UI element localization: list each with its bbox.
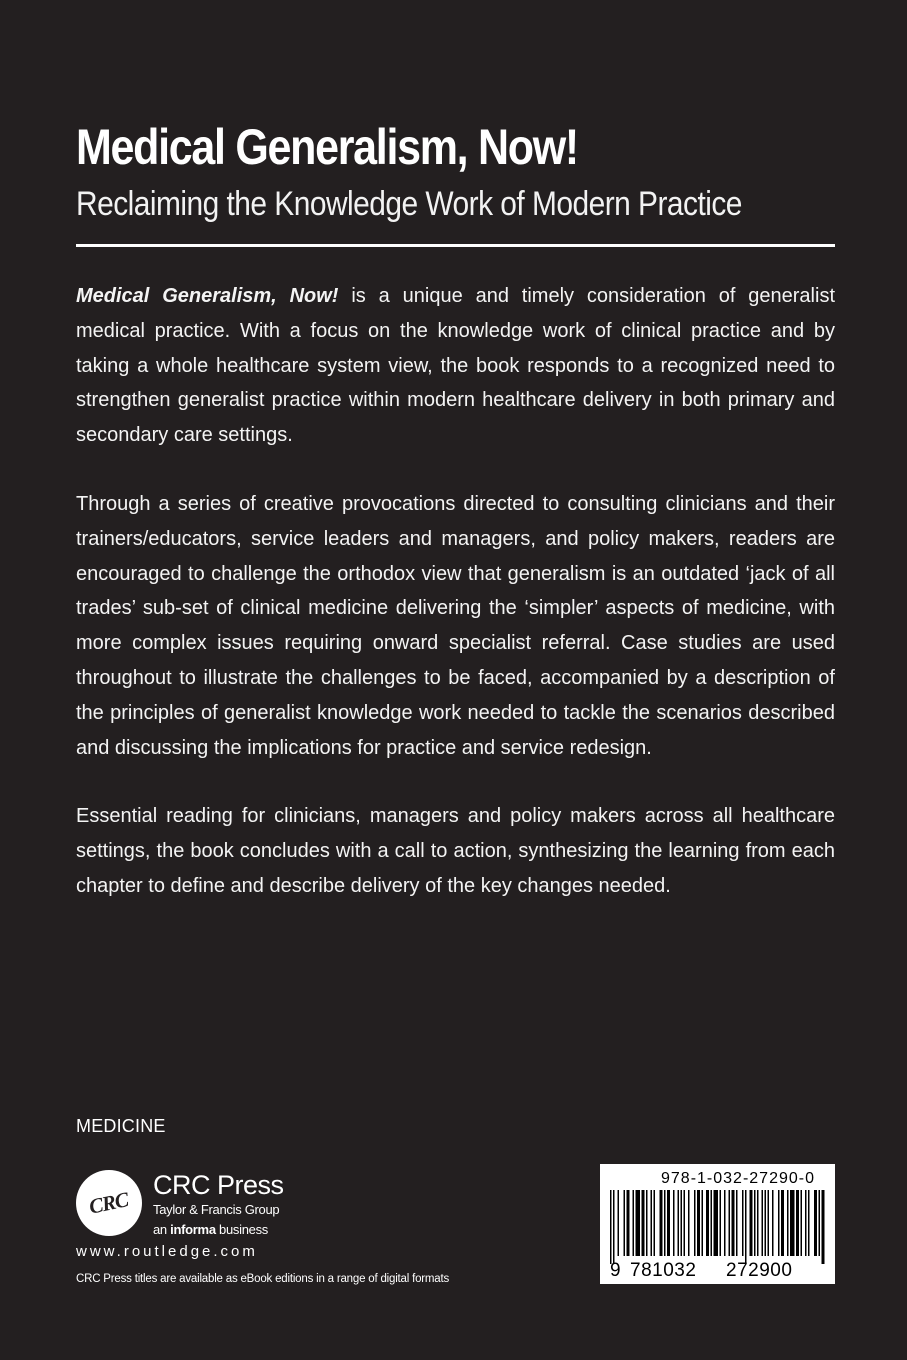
barcode-bar: [822, 1190, 825, 1264]
barcode-bar: [678, 1190, 680, 1256]
publisher-website: www.routledge.com: [76, 1243, 258, 1260]
barcode-bar: [633, 1190, 635, 1256]
title-divider: [76, 244, 835, 247]
barcode-bar: [697, 1190, 700, 1256]
description-paragraph-1-text: is a unique and timely consideration of generalist medical practice. With a focus on the knowledge work of clinical practice and by taking a whole healthcare system view, the book responds to a recognized need to strengthen generalist practice within modern healthcare delivery in both primary and secondary care settings.: [76, 285, 835, 447]
barcode-bar: [796, 1190, 799, 1256]
barcode-bar: [694, 1190, 696, 1256]
barcode-bar: [805, 1190, 807, 1256]
ebook-note: CRC Press titles are available as eBook editions in a range of digital formats: [76, 1273, 450, 1285]
barcode-bar: [624, 1190, 626, 1256]
barcode-bars: [608, 1190, 827, 1264]
barcode-bar: [610, 1190, 612, 1264]
barcode-bar: [627, 1190, 630, 1256]
isbn-number: 978-1-032-27290-0: [661, 1170, 815, 1187]
barcode-bar: [688, 1190, 690, 1256]
barcode-bar: [808, 1190, 810, 1256]
barcode-bar: [787, 1190, 789, 1256]
barcode-bar: [684, 1190, 686, 1256]
barcode-bar: [613, 1190, 615, 1264]
barcode-bar: [618, 1190, 620, 1256]
description-paragraph-1: [76, 279, 835, 453]
barcode-bar: [745, 1190, 747, 1264]
barcode-bar: [681, 1190, 683, 1256]
book-description: [76, 279, 835, 938]
barcode-bar: [778, 1190, 780, 1256]
barcode-bar: [664, 1190, 666, 1256]
book-title: Medical Generalism, Now!: [76, 119, 578, 175]
barcode-bar: [660, 1190, 663, 1256]
barcode-bar: [819, 1190, 821, 1256]
barcode-bar: [801, 1190, 803, 1256]
logo-lettering: CRC: [87, 1186, 131, 1219]
barcode-bar: [736, 1190, 738, 1256]
subject-category: MEDICINE: [76, 1116, 166, 1136]
barcode-digits: [600, 1260, 835, 1282]
barcode-bar: [772, 1190, 774, 1256]
description-paragraph-2: Through a series of creative provocations directed to consulting clinicians and their trainers/educators, service leaders and managers, and policy makers, readers are encouraged to challenge the orthodox view that generalism is an outdated ‘jack of all trades’ sub-set of clinical medicine delivering the ‘simpler’ aspects of medicine, with more complex issues requiring onward specialist referral. Case studies are used throughout to illustrate the challenges to be faced, accompanied by a description of the principles of generalist knowledge work needed to tackle the scenarios described and discussing the implications for practice and service redesign.: [76, 492, 835, 759]
description-paragraph-3: Essential reading for clinicians, managers and policy makers across all healthcare settings, the book concludes with a call to action, synthesizing the learning from each chapter to define and describe delivery of the key changes needed.: [76, 805, 835, 897]
barcode-bar: [732, 1190, 735, 1256]
publisher-group: Taylor & Francis Group: [153, 1202, 280, 1217]
barcode-bar: [642, 1190, 645, 1256]
barcode-first-digit: 9: [610, 1260, 622, 1281]
barcode-bar: [651, 1190, 653, 1256]
publisher-name: CRC Press: [153, 1170, 284, 1200]
barcode-bar: [702, 1190, 704, 1256]
informa-line: [153, 1222, 268, 1237]
barcode-bar: [750, 1190, 753, 1256]
barcode-bar: [706, 1190, 709, 1256]
barcode-bar: [768, 1190, 770, 1256]
barcode-group-2: 272900: [726, 1260, 793, 1281]
book-subtitle: Reclaiming the Knowledge Work of Modern Practice: [76, 185, 742, 223]
description-lead: Medical Generalism, Now!: [76, 285, 339, 307]
isbn-barcode: [600, 1164, 835, 1284]
barcode-bar: [754, 1190, 756, 1256]
barcode-bar: [814, 1190, 817, 1256]
barcode-bar: [673, 1190, 675, 1256]
barcode-bar: [646, 1190, 648, 1256]
barcode-bar: [711, 1190, 713, 1256]
barcode-bar: [720, 1190, 722, 1256]
barcode-bar: [765, 1190, 767, 1256]
barcode-bar: [762, 1190, 764, 1256]
barcode-bar: [781, 1190, 784, 1256]
barcode-group-1: 781032: [630, 1260, 697, 1281]
informa-bold: informa: [170, 1222, 216, 1237]
barcode-bar: [729, 1190, 731, 1256]
informa-prefix: an: [153, 1222, 171, 1237]
barcode-bar: [714, 1190, 719, 1256]
barcode-bar: [667, 1190, 670, 1256]
barcode-bar: [742, 1190, 744, 1256]
barcode-bar: [636, 1190, 641, 1256]
barcode-bar: [654, 1190, 656, 1256]
barcode-bar: [757, 1190, 759, 1256]
crc-logo-icon: [76, 1170, 142, 1236]
barcode-bar: [790, 1190, 795, 1256]
barcode-bar: [724, 1190, 726, 1256]
informa-suffix: business: [215, 1222, 268, 1237]
